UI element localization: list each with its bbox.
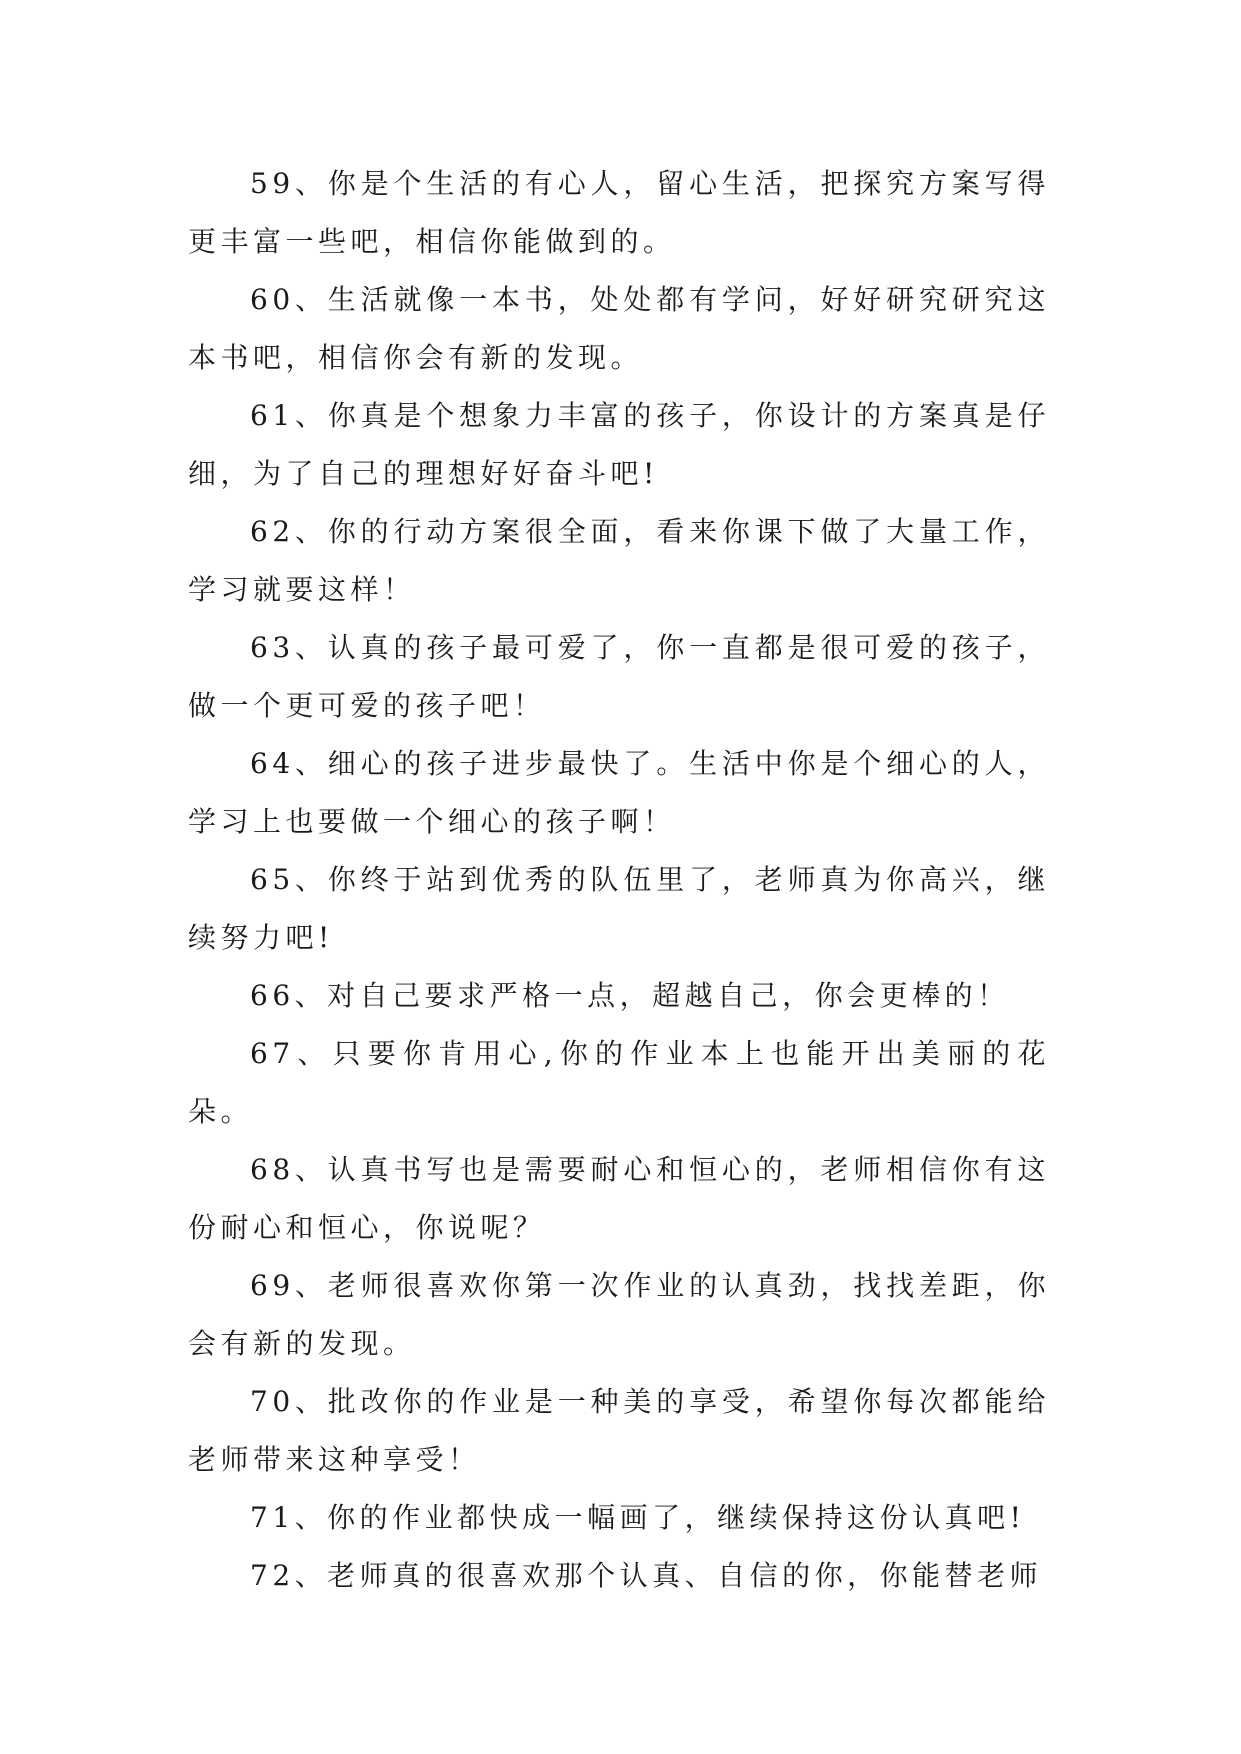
- comment-paragraph-67: 67、只要你肯用心,你的作业本上也能开出美丽的花朵。: [188, 1037, 1050, 1128]
- comment-paragraph-71: 71、你的作业都快成一幅画了，继续保持这份认真吧!: [250, 1501, 1026, 1534]
- comment-paragraph-64: 64、细心的孩子进步最快了。生活中你是个细心的人，学习上也要做一个细心的孩子啊！: [188, 747, 1050, 838]
- comment-paragraph-60: 60、生活就像一本书，处处都有学问，好好研究研究这本书吧，相信你会有新的发现。: [188, 283, 1050, 374]
- comment-paragraph-65: 65、你终于站到优秀的队伍里了，老师真为你高兴，继续努力吧!: [188, 863, 1050, 954]
- comment-paragraph-66: 66、对自己要求严格一点，超越自己，你会更棒的！: [250, 979, 1010, 1012]
- comment-paragraph-62: 62、你的行动方案很全面，看来你课下做了大量工作，学习就要这样！: [188, 515, 1050, 606]
- comment-paragraph-61: 61、你真是个想象力丰富的孩子，你设计的方案真是仔细，为了自己的理想好好奋斗吧!: [188, 399, 1050, 490]
- comment-paragraph-63: 63、认真的孩子最可爱了，你一直都是很可爱的孩子，做一个更可爱的孩子吧！: [188, 631, 1050, 722]
- comment-paragraph-59: 59、你是个生活的有心人，留心生活，把探究方案写得更丰富一些吧，相信你能做到的。: [188, 167, 1050, 258]
- comment-paragraph-69: 69、老师很喜欢你第一次作业的认真劲，找找差距，你会有新的发现。: [188, 1269, 1050, 1360]
- document-body: [188, 155, 1050, 1605]
- comment-paragraph-68: 68、认真书写也是需要耐心和恒心的，老师相信你有这份耐心和恒心，你说呢？: [188, 1153, 1050, 1244]
- comment-paragraph-72: 72、老师真的很喜欢那个认真、自信的你，你能替老师: [250, 1559, 1043, 1592]
- comment-paragraph-70: 70、批改你的作业是一种美的享受，希望你每次都能给老师带来这种享受！: [188, 1385, 1050, 1476]
